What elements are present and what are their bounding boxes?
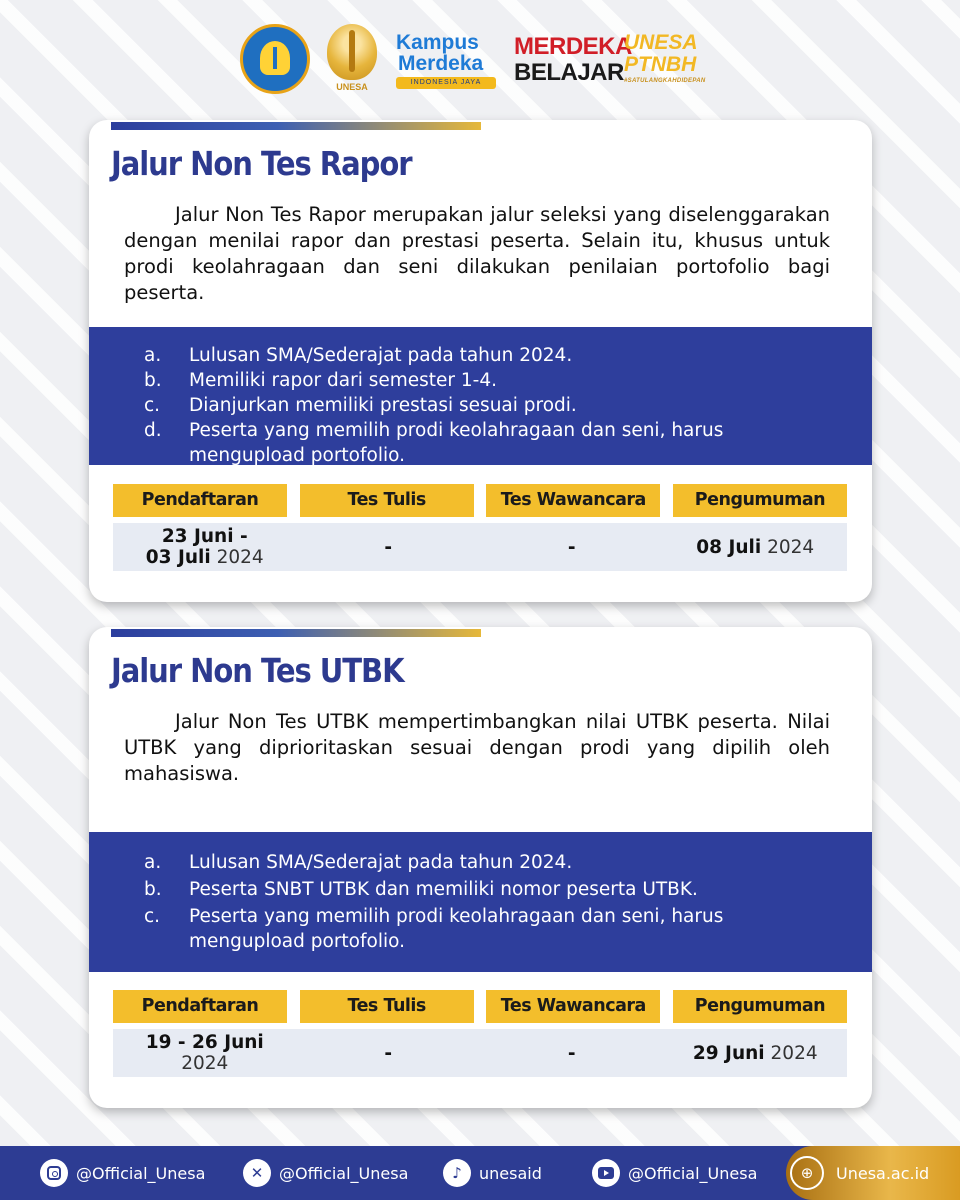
schedule-header-tes-wawancara: Tes Wawancara: [486, 484, 660, 517]
pengumuman-year: 2024: [770, 1042, 818, 1064]
requirement-item: [89, 418, 872, 468]
schedule-pengumuman-value: [664, 1029, 848, 1077]
requirement-item: [89, 343, 872, 368]
merdeka-belajar-line1: MERDEKA: [514, 33, 632, 60]
card-accent-bar: [111, 122, 481, 130]
schedule-tes-tulis-value: [297, 523, 481, 571]
requirement-item: [89, 904, 872, 954]
tes-wawancara-value: -: [567, 536, 576, 558]
globe-icon: ⊕: [790, 1156, 824, 1190]
merdeka-belajar-line2: BELAJAR: [514, 59, 624, 86]
requirements-list: [89, 327, 872, 465]
unesa-ptnbh-logo: [624, 32, 716, 94]
schedule-header-pendaftaran: Pendaftaran: [113, 484, 287, 517]
pengumuman-date: 08 Juli: [696, 536, 762, 558]
unesa-logo: [322, 24, 382, 96]
instagram-handle: @Official_Unesa: [76, 1163, 206, 1183]
requirement-mark: a.: [144, 345, 162, 366]
kampus-merdeka-tagline: INDONESIA JAYA: [396, 77, 496, 89]
requirement-mark: d.: [144, 420, 162, 441]
requirement-text: Peserta SNBT UTBK dan memiliki nomor peserta UTBK.: [189, 879, 698, 900]
card-non-tes-utbk: [89, 627, 872, 1108]
requirement-item: [89, 368, 872, 393]
merdeka-belajar-logo: [514, 33, 632, 94]
requirement-item: [89, 393, 872, 418]
requirements-list: [89, 832, 872, 972]
pendaftaran-year: 2024: [181, 1053, 229, 1074]
youtube-link[interactable]: [592, 1146, 757, 1200]
pengumuman-year: 2024: [767, 536, 815, 558]
pengumuman-date: 29 Juni: [692, 1042, 765, 1064]
ptnbh-line2: PTNBH: [624, 53, 697, 76]
requirement-mark: b.: [144, 370, 162, 391]
card-description: Jalur Non Tes Rapor merupakan jalur seleksi yang diselenggarakan dengan menilai rapor dan prestasi peserta. Selain itu, khusus untuk prodi keolahragaan dan seni dilakukan penilaian portofolio bagi peserta.: [124, 203, 830, 304]
pendaftaran-year: 2024: [216, 547, 264, 568]
requirement-mark: c.: [144, 906, 161, 927]
tiktok-link[interactable]: [443, 1146, 542, 1200]
unesa-logo-caption: UNESA: [336, 82, 368, 92]
schedule-header-tes-wawancara: Tes Wawancara: [486, 990, 660, 1023]
card-accent-bar: [111, 629, 481, 637]
website-link[interactable]: [786, 1146, 960, 1200]
x-handle: @Official_Unesa: [279, 1163, 409, 1183]
instagram-link[interactable]: [40, 1146, 205, 1200]
card-title: Jalur Non Tes Rapor: [111, 144, 412, 183]
card-description: Jalur Non Tes UTBK mempertimbangkan nilai UTBK peserta. Nilai UTBK yang diprioritaskan sesuai dengan prodi yang dipilih oleh mahasiswa.: [124, 710, 830, 785]
instagram-icon: [40, 1159, 68, 1187]
schedule-pendaftaran-value: [113, 523, 297, 571]
requirement-mark: c.: [144, 395, 161, 416]
requirement-text: Memiliki rapor dari semester 1-4.: [189, 370, 497, 391]
pendaftaran-line1: 23 Juni -: [161, 526, 248, 547]
schedule-pendaftaran-value: [113, 1029, 297, 1077]
kampus-merdeka-line2: Merdeka: [398, 52, 484, 75]
card-title: Jalur Non Tes UTBK: [111, 651, 404, 690]
ptnbh-line1: UNESA: [624, 31, 698, 54]
ptnbh-hashtag: #SATULANGKAHDIDEPAN: [624, 78, 706, 84]
tiktok-icon: ♪: [443, 1159, 471, 1187]
schedule-tes-tulis-value: [297, 1029, 481, 1077]
kampus-merdeka-logo: [396, 32, 504, 94]
tes-wawancara-value: -: [567, 1042, 576, 1064]
schedule-header-tes-tulis: Tes Tulis: [300, 484, 474, 517]
requirement-item: [89, 877, 872, 902]
requirement-text: Lulusan SMA/Sederajat pada tahun 2024.: [189, 852, 573, 873]
x-icon: ✕: [243, 1159, 271, 1187]
kemendikbud-logo: [240, 24, 310, 94]
website-url: Unesa.ac.id: [836, 1163, 930, 1183]
card-non-tes-rapor: [89, 120, 872, 602]
schedule-table: [113, 990, 847, 1077]
schedule-pengumuman-value: [664, 523, 848, 571]
requirement-text: Dianjurkan memiliki prestasi sesuai prodi.: [189, 395, 577, 416]
requirement-text: Peserta yang memilih prodi keolahragaan dan seni, harus mengupload portofolio.: [189, 906, 724, 952]
schedule-value-row: [113, 523, 847, 571]
youtube-handle: @Official_Unesa: [628, 1163, 758, 1183]
schedule-header-row: [113, 990, 847, 1023]
tiktok-handle: unesaid: [479, 1163, 542, 1183]
requirement-item: [89, 850, 872, 875]
requirement-text: Peserta yang memilih prodi keolahragaan dan seni, harus mengupload portofolio.: [189, 420, 724, 466]
schedule-header-pengumuman: Pengumuman: [673, 990, 847, 1023]
schedule-tes-wawancara-value: [480, 1029, 664, 1077]
youtube-icon: [592, 1159, 620, 1187]
schedule-header-pengumuman: Pengumuman: [673, 484, 847, 517]
pendaftaran-date: 03 Juli: [145, 547, 211, 568]
kampus-merdeka-line1: Kampus: [396, 31, 479, 54]
requirement-text: Lulusan SMA/Sederajat pada tahun 2024.: [189, 345, 573, 366]
x-link[interactable]: [243, 1146, 408, 1200]
social-footer: [0, 1146, 960, 1200]
requirement-mark: b.: [144, 879, 162, 900]
schedule-value-row: [113, 1029, 847, 1077]
logo-header: [0, 22, 960, 100]
schedule-header-row: [113, 484, 847, 517]
schedule-table: [113, 484, 847, 571]
schedule-tes-wawancara-value: [480, 523, 664, 571]
tes-tulis-value: -: [384, 1042, 393, 1064]
tes-tulis-value: -: [384, 536, 393, 558]
requirement-mark: a.: [144, 852, 162, 873]
pendaftaran-line1: 19 - 26 Juni: [145, 1032, 264, 1053]
schedule-header-tes-tulis: Tes Tulis: [300, 990, 474, 1023]
schedule-header-pendaftaran: Pendaftaran: [113, 990, 287, 1023]
